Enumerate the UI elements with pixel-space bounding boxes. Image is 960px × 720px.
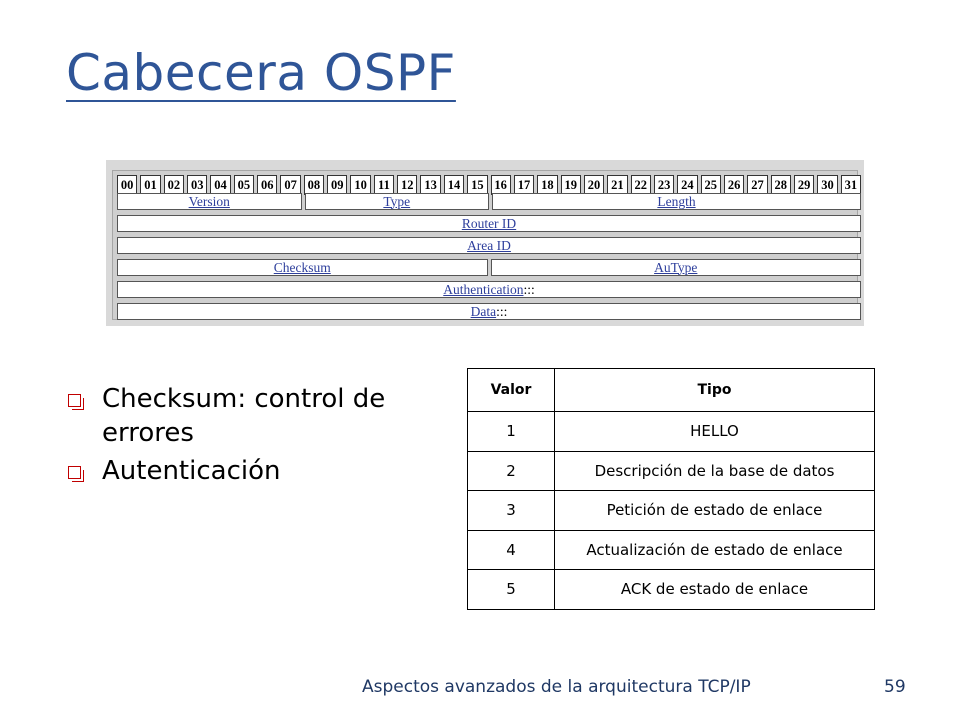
bit-number: 06 [257,175,277,195]
field-link[interactable]: Authentication [443,281,524,297]
bit-number: 31 [841,175,861,195]
header-valor: Valor [468,369,555,412]
table-cell-value: 5 [468,570,555,610]
header-tipo: Tipo [555,369,875,412]
header-field-row [117,237,861,254]
header-field-row [117,215,861,232]
table-row [468,530,875,570]
bullet-icon [68,466,81,479]
bit-number: 30 [817,175,837,195]
table-cell-type: HELLO [555,412,875,452]
table-cell-type: Descripción de la base de datos [555,451,875,491]
bit-number: 03 [187,175,207,195]
header-field-checksum [117,259,488,276]
table-cell-value: 3 [468,491,555,531]
bullet-text: Autenticación [102,456,281,486]
header-field-autype [491,259,862,276]
header-field-type [305,193,490,210]
bit-number: 27 [747,175,767,195]
header-field-row [117,193,861,210]
table-cell-type: Actualización de estado de enlace [555,530,875,570]
field-link[interactable]: Type [383,193,411,209]
bit-number: 15 [467,175,487,195]
bit-number: 20 [584,175,604,195]
bit-number: 08 [304,175,324,195]
bullet-text: Checksum: control de errores [102,384,386,448]
bit-number: 19 [561,175,581,195]
bit-number: 18 [537,175,557,195]
bit-number: 00 [117,175,137,195]
slide-title: Cabecera OSPF [66,44,456,102]
bit-number: 26 [724,175,744,195]
slide-footer: Aspectos avanzados de la arquitectura TCP/IP [362,677,751,697]
bit-number: 25 [701,175,721,195]
header-field-data [117,303,861,320]
bit-number: 12 [397,175,417,195]
bit-number: 02 [164,175,184,195]
bit-number: 23 [654,175,674,195]
bit-number-row [117,175,861,195]
field-suffix: ::: [523,281,535,297]
page-number: 59 [884,677,906,697]
ospf-header-diagram [106,160,864,326]
bit-number: 16 [491,175,511,195]
field-link[interactable]: Area ID [467,237,511,253]
bit-number: 05 [234,175,254,195]
header-field-version [117,193,302,210]
bullet-item-checksum [66,382,436,450]
header-field-area-id [117,237,861,254]
field-link[interactable]: Checksum [273,259,331,275]
bit-number: 11 [374,175,394,195]
bit-number: 13 [420,175,440,195]
ospf-header-frame [112,170,858,320]
header-field-length [492,193,861,210]
header-field-row [117,259,861,276]
bit-number: 17 [514,175,534,195]
field-suffix: ::: [496,303,508,319]
table-row [468,570,875,610]
table-header-row [468,369,875,412]
table-cell-value: 2 [468,451,555,491]
header-field-row [117,281,861,298]
table-cell-value: 4 [468,530,555,570]
table-row [468,491,875,531]
bit-number: 21 [607,175,627,195]
field-link[interactable]: Router ID [461,215,517,231]
bit-number: 24 [677,175,697,195]
table-cell-type: Petición de estado de enlace [555,491,875,531]
header-field-router-id [117,215,861,232]
header-field-authentication [117,281,861,298]
bit-number: 09 [327,175,347,195]
bit-number: 22 [631,175,651,195]
ospf-type-table [467,368,875,610]
bit-number: 07 [280,175,300,195]
bit-number: 10 [350,175,370,195]
header-field-row [117,303,861,320]
field-link[interactable]: Length [657,193,696,209]
bullet-icon [68,394,81,407]
bit-number: 29 [794,175,814,195]
field-link[interactable]: Data [470,303,497,319]
field-link[interactable]: AuType [654,259,698,275]
bit-number: 04 [210,175,230,195]
table-cell-value: 1 [468,412,555,452]
bit-number: 01 [140,175,160,195]
table-row [468,451,875,491]
field-link[interactable]: Version [188,193,230,209]
bullet-item-authentication [66,454,436,488]
bit-number: 14 [444,175,464,195]
bit-number: 28 [771,175,791,195]
table-cell-type: ACK de estado de enlace [555,570,875,610]
table-row [468,412,875,452]
bullet-list [66,382,436,492]
